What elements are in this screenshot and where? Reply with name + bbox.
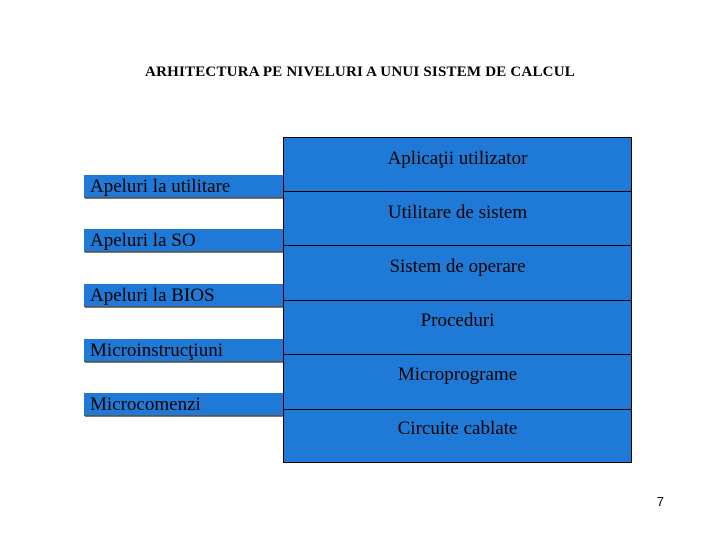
page-title: ARHITECTURA PE NIVELURI A UNUI SISTEM DE CALCUL (145, 64, 575, 80)
layer-microprograms: Microprograme (397, 364, 518, 385)
layer-user-applications: Aplicaţii utilizator (387, 148, 528, 169)
layer-procedures: Proceduri (420, 310, 495, 331)
call-box-bios: Apeluri la BIOS (84, 284, 286, 307)
call-box-microcommands: Microcomenzi (84, 393, 286, 416)
layer-divider (284, 354, 631, 355)
layer-stack (283, 137, 632, 463)
layer-divider (284, 191, 631, 192)
layer-hardwired-circuits: Circuite cablate (397, 418, 518, 439)
layer-divider (284, 300, 631, 301)
layer-system-utilities: Utilitare de sistem (387, 202, 528, 223)
call-box-utilities: Apeluri la utilitare (84, 175, 286, 198)
call-box-microinstructions: Microinstrucţiuni (84, 339, 286, 362)
layer-operating-system: Sistem de operare (389, 256, 526, 277)
layer-divider (284, 245, 631, 246)
layer-divider (284, 409, 631, 410)
page-number: 7 (656, 494, 664, 509)
call-box-os: Apeluri la SO (84, 229, 286, 252)
